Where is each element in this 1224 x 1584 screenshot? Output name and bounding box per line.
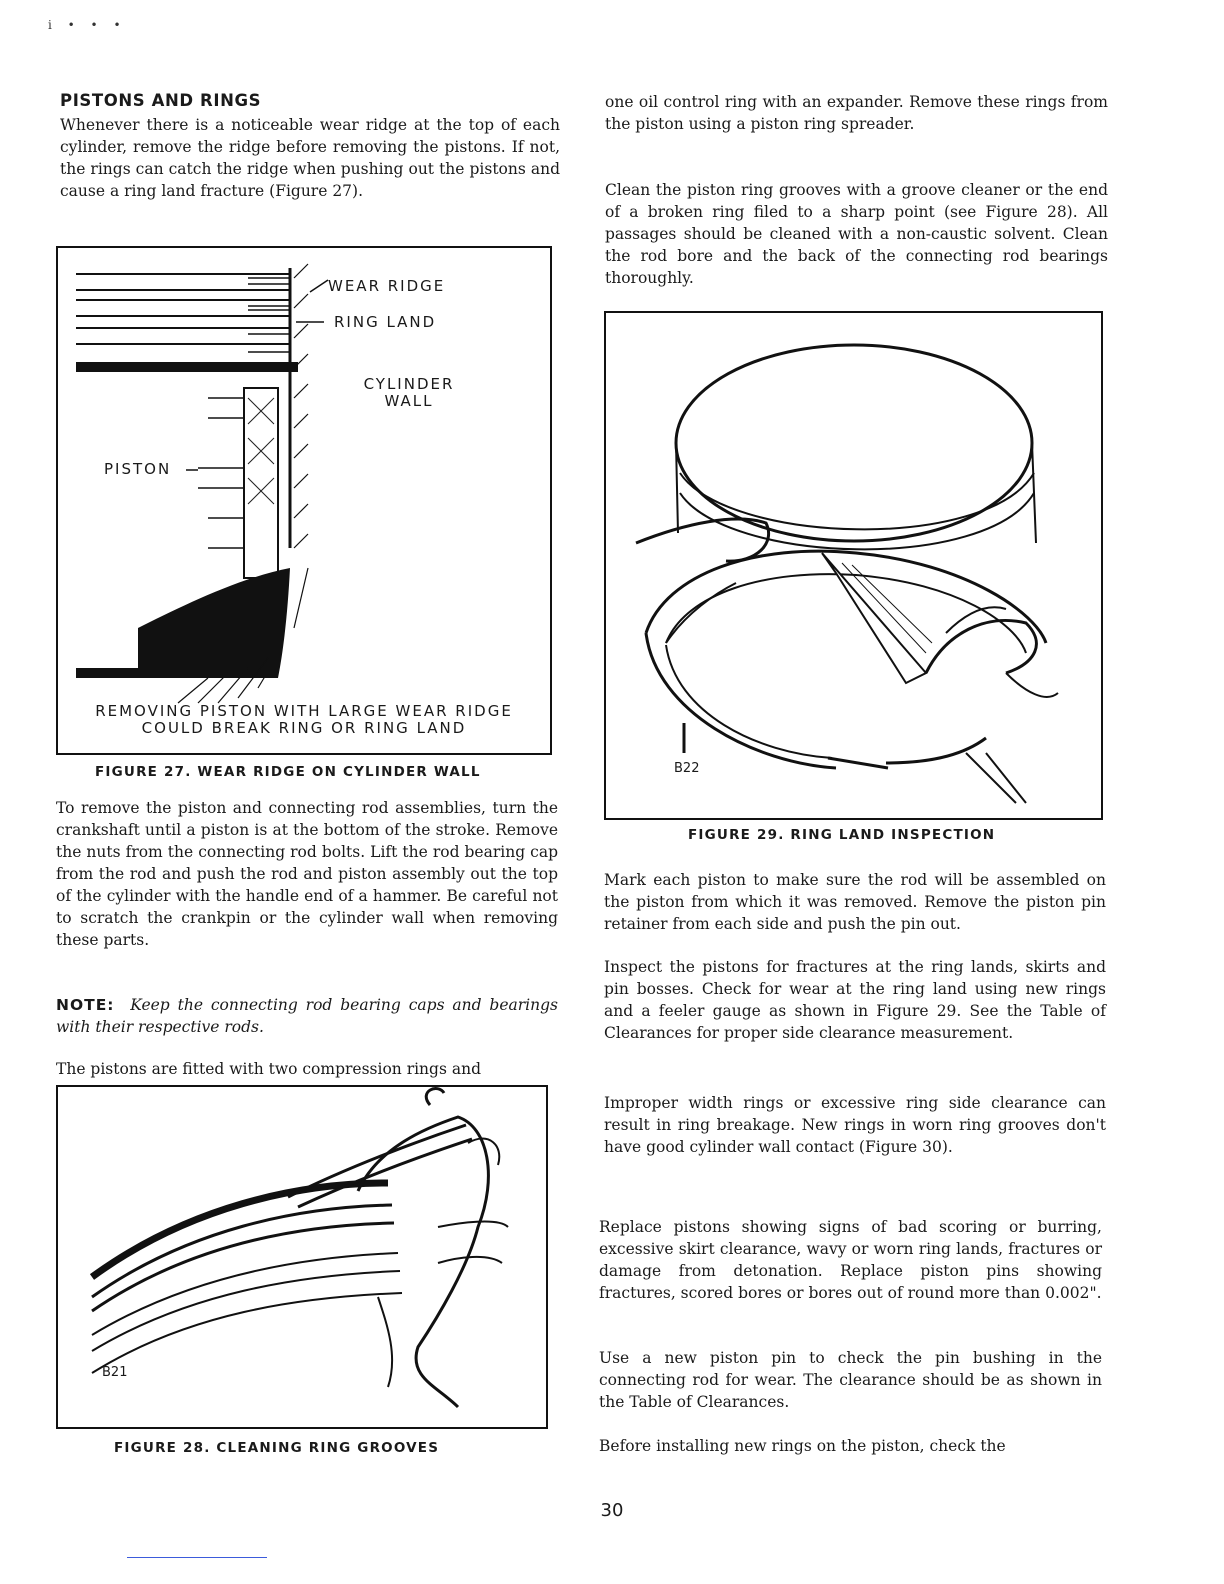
replace-paragraph: Replace pistons showing signs of bad scoring or burring, excessive skirt clearance, wavy or worn ring lands, fractures or damage from detonation. Replace piston pins showing fractures, scored bores or bores out of round more than 0.002". (599, 1218, 1102, 1302)
page-corner-mark: i • • • (48, 18, 127, 32)
intro-paragraph: Whenever there is a noticeable wear ridge at the top of each cylinder, remove the ridge before removing the pistons. If not, the rings can catch the ridge when pushing out the pistons and cause a ring land fracture (Figure 27). (60, 116, 560, 200)
figure-29 (604, 311, 1103, 820)
figure-29-caption: FIGURE 29. RING LAND INSPECTION (688, 827, 996, 843)
improper-paragraph: Improper width rings or excessive ring side clearance can result in ring breakage. New rings in worn ring grooves don't have good cylinder wall contact (Figure 30). (604, 1094, 1106, 1156)
label-ring-land: RING LAND (334, 313, 437, 331)
note-label: NOTE: (56, 996, 115, 1014)
figure-28-id: B21 (102, 1365, 128, 1380)
note-text: Keep the connecting rod bearing caps and bearings with their respective rods. (56, 996, 558, 1036)
figure-27-caption: FIGURE 27. WEAR RIDGE ON CYLINDER WALL (95, 764, 481, 780)
ring-groove-cleaning-illustration (58, 1087, 546, 1427)
rings-intro-paragraph: The pistons are fitted with two compression rings and (56, 1060, 481, 1078)
wear-ridge-illustration (58, 248, 550, 753)
section-title: PISTONS AND RINGS (60, 91, 262, 110)
page-number: 30 (600, 1500, 624, 1521)
removal-paragraph: To remove the piston and connecting rod assemblies, turn the crankshaft until a piston is at the bottom of the stroke. Remove the nuts from the connecting rod bolts. Lift the rod bearing cap from the rod and push the rod and piston assembly out the top of the cylinder with the handle end of a hammer. Be careful not to scratch the crankpin or the cylinder wall when removing these parts. (56, 799, 558, 949)
inspect-paragraph: Inspect the pistons for fractures at the ring lands, skirts and pin bosses. Check for wear at the ring land using new rings and a feeler gauge as shown in Figure 29. See the Table of Clearances for proper side clearance measurement. (604, 958, 1106, 1042)
ring-land-inspection-illustration (606, 313, 1101, 818)
figure-27 (56, 246, 552, 755)
label-cylinder-wall: CYLINDER WALL (363, 375, 455, 410)
label-wear-ridge: WEAR RIDGE (328, 277, 446, 295)
mark-paragraph: Mark each piston to make sure the rod will be assembled on the piston from which it was removed. Remove the piston pin retainer from each side and push the pin out. (604, 871, 1106, 933)
note-paragraph (56, 994, 558, 1038)
figure-29-id: B22 (674, 761, 700, 776)
figure-28-caption: FIGURE 28. CLEANING RING GROOVES (114, 1440, 440, 1456)
figure-28 (56, 1085, 548, 1429)
before-paragraph: Before installing new rings on the piston, check the (599, 1437, 1006, 1455)
pin-check-paragraph: Use a new piston pin to check the pin bushing in the connecting rod for wear. The clearance should be as shown in the Table of Clearances. (599, 1349, 1102, 1411)
rings-cont-paragraph: one oil control ring with an expander. Remove these rings from the piston using a piston ring spreader. (605, 93, 1108, 133)
figure-27-inner-caption: REMOVING PISTON WITH LARGE WEAR RIDGE COULD BREAK RING OR RING LAND (95, 702, 513, 737)
label-piston: PISTON (104, 460, 172, 478)
clean-paragraph: Clean the piston ring grooves with a groove cleaner or the end of a broken ring filed to a sharp point (see Figure 28). All passages should be cleaned with a non-caustic solvent. Clean the rod bore and the back of the connecting rod bearings thoroughly. (605, 181, 1108, 287)
footer-rule (127, 1557, 267, 1558)
